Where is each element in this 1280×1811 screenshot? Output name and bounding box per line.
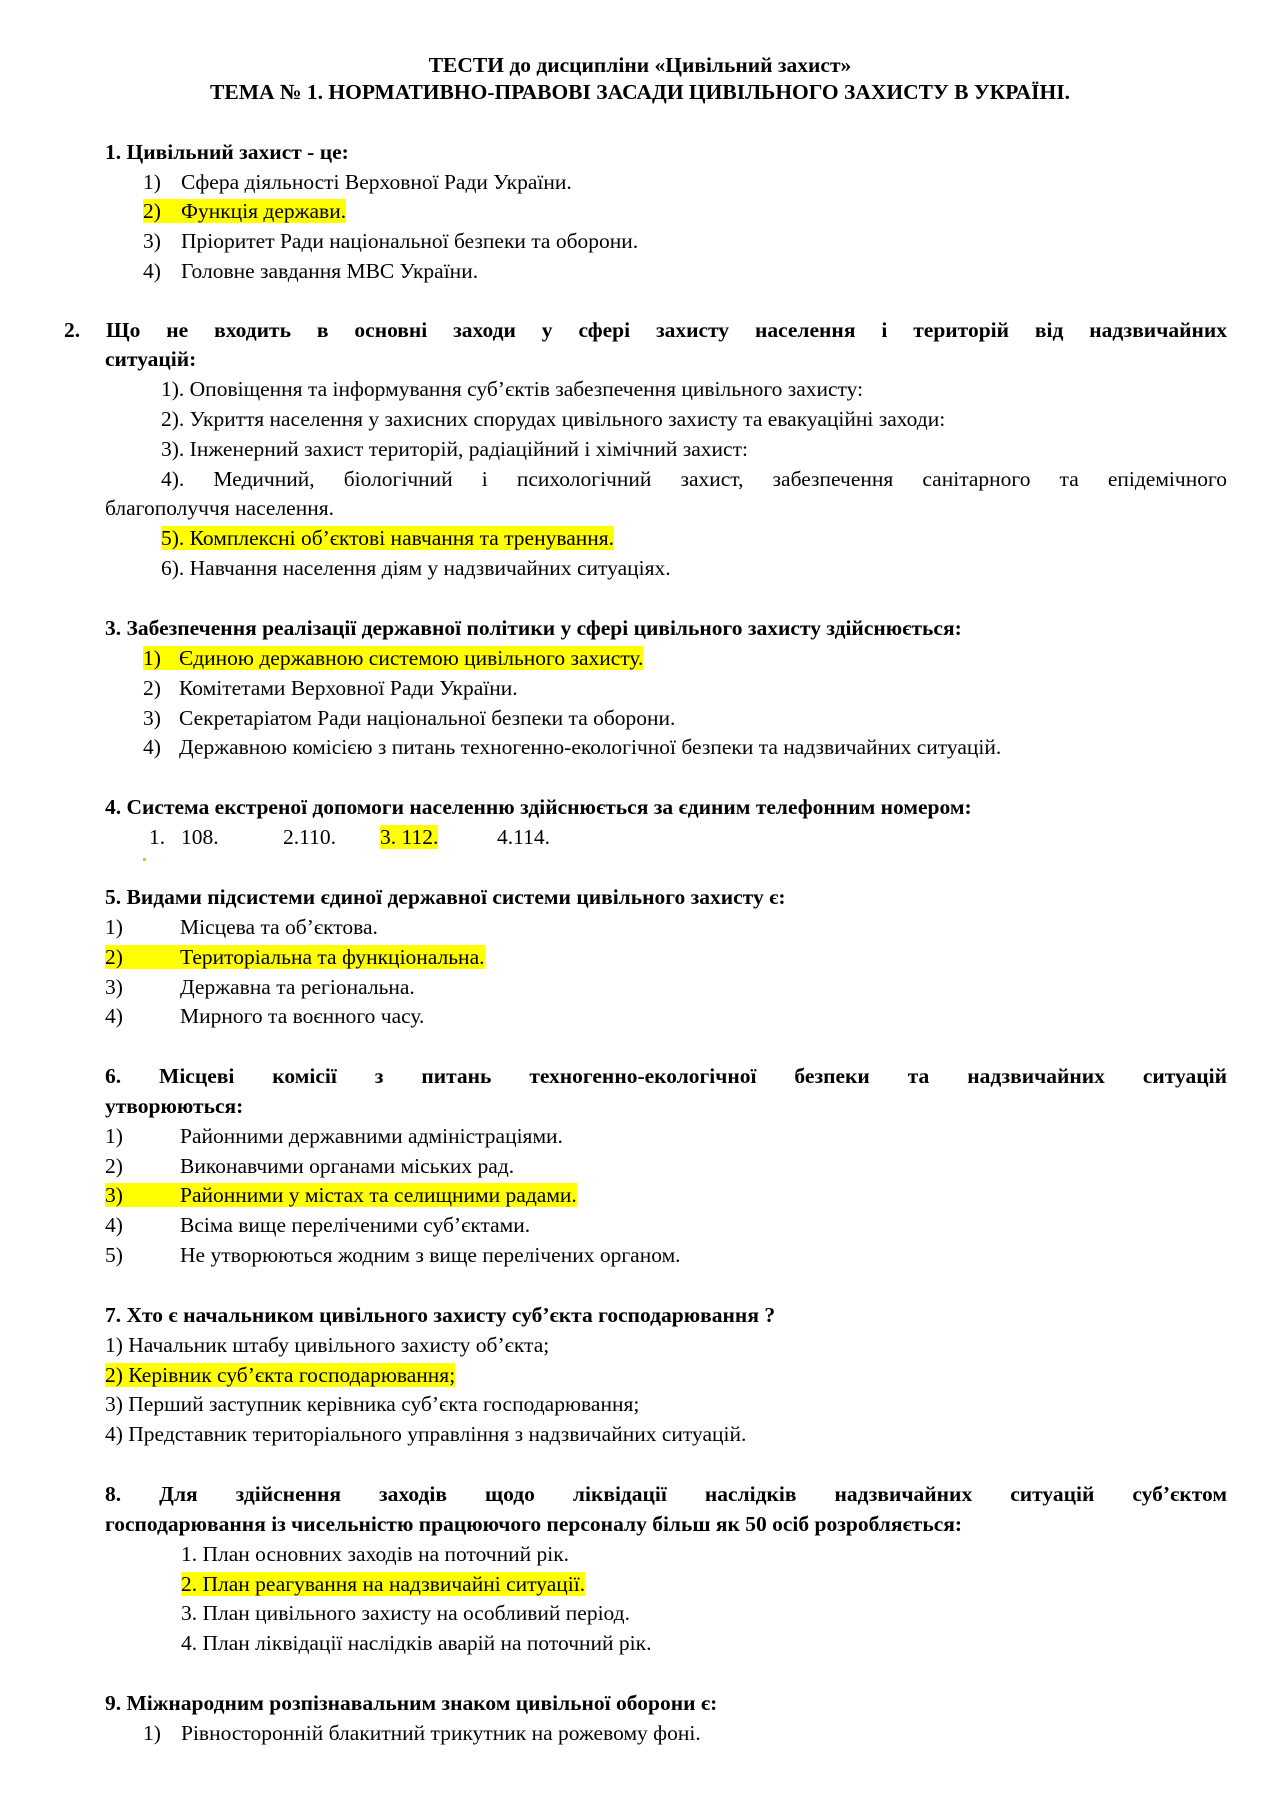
q6-answer-4: 4) Всіма вище переліченими суб’єктами. <box>105 1213 531 1237</box>
q6-answer-1: 1) Районними державними адміністраціями. <box>105 1124 563 1148</box>
question-6-cont: утворюються: <box>105 1094 244 1118</box>
q6-answer-2: 2) Виконавчими органами міських рад. <box>105 1154 515 1178</box>
q8-answer-1: 1. План основних заходів на поточний рік. <box>181 1542 570 1566</box>
q5-answer-4: 4) Мирного та воєнного часу. <box>105 1004 425 1028</box>
q4-answer-4: 4.114. <box>497 825 550 849</box>
q4-answer-1: 108. <box>181 825 219 849</box>
q3-answer-2: 2) Комітетами Верховної Ради України. <box>143 676 518 700</box>
stray-dot <box>143 858 146 861</box>
q3-answer-1: 1) Єдиною державною системою цивільного захисту. <box>143 646 644 670</box>
q7-answer-3: 3) Перший заступник керівника суб’єкта господарювання; <box>105 1392 640 1416</box>
q4-answer-3: 3. 112. <box>380 825 439 849</box>
q8-answer-4: 4. План ліквідації наслідків аварій на поточний рік. <box>181 1631 652 1655</box>
question-5: 5. Видами підсистеми єдиної державної системи цивільного захисту є: <box>105 885 786 909</box>
q2-answer-6: 6). Навчання населення діям у надзвичайних ситуаціях. <box>161 556 671 580</box>
q4-answer-1-num: 1. <box>149 825 166 849</box>
q2-answer-4: 4). Медичний, біологічний і психологічний захист, забезпечення санітарного та епідемічного <box>161 467 1227 491</box>
q5-answer-3: 3) Державна та регіональна. <box>105 975 415 999</box>
q2-answer-1: 1). Оповіщення та інформування суб’єктів забезпечення цивільного захисту: <box>161 377 864 401</box>
q6-answer-5: 5) Не утворюються жодним з вище перелічених органом. <box>105 1243 681 1267</box>
q3-answer-3: 3) Секретаріатом Ради національної безпеки та оборони. <box>143 706 676 730</box>
q1-answer-1: 1) Сфера діяльності Верховної Ради України. <box>143 170 572 194</box>
q1-answer-4: 4) Головне завдання МВС України. <box>143 259 479 283</box>
document-title: ТЕСТИ до дисципліни «Цивільний захист» <box>428 53 852 77</box>
q7-answer-1: 1) Начальник штабу цивільного захисту об’єкта; <box>105 1333 550 1357</box>
question-2-cont: ситуацій: <box>105 347 197 371</box>
q4-answer-2: 2.110. <box>283 825 336 849</box>
question-9: 9. Міжнародним розпізнавальним знаком цивільної оборони є: <box>105 1691 718 1715</box>
q7-answer-2: 2) Керівник суб’єкта господарювання; <box>105 1363 456 1387</box>
question-3: 3. Забезпечення реалізації державної політики у сфері цивільного захисту здійснюється: <box>105 616 962 640</box>
question-1: 1. Цивільний захист - це: <box>105 140 349 164</box>
q8-answer-3: 3. План цивільного захисту на особливий період. <box>181 1601 630 1625</box>
q9-answer-1: 1) Рівносторонній блакитний трикутник на рожевому фоні. <box>143 1721 701 1745</box>
q5-answer-1: 1) Місцева та об’єктова. <box>105 915 378 939</box>
q1-answer-3: 3) Пріоритет Ради національної безпеки та оборони. <box>143 229 639 253</box>
question-2: 2. Що не входить в основні заходи у сфері захисту населення і територій від надзвичайних <box>64 318 1227 342</box>
q2-answer-2: 2). Укриття населення у захисних спорудах цивільного захисту та евакуаційні заходи: <box>161 407 946 431</box>
question-7: 7. Хто є начальником цивільного захисту суб’єкта господарювання ? <box>105 1303 776 1327</box>
question-8-cont: господарювання із чисельністю працюючого персоналу більш як 50 осіб розробляється: <box>105 1512 963 1536</box>
question-4: 4. Система екстреної допомоги населенню здійснюється за єдиним телефонним номером: <box>105 795 972 819</box>
q3-answer-4: 4) Державною комісією з питань техногенно-екологічної безпеки та надзвичайних ситуацій. <box>143 735 1002 759</box>
q8-answer-2: 2. План реагування на надзвичайні ситуації. <box>181 1572 586 1596</box>
q2-answer-4-cont: благополуччя населення. <box>105 496 334 520</box>
q2-answer-3: 3). Інженерний захист територій, радіаційний і хімічний захист: <box>161 437 748 461</box>
q6-answer-3: 3) Районними у містах та селищними радами. <box>105 1183 577 1207</box>
question-8: 8. Для здійснення заходів щодо ліквідації наслідків надзвичайних ситуацій суб’єктом <box>105 1482 1227 1506</box>
theme-heading: ТЕМА № 1. НОРМАТИВНО-ПРАВОВІ ЗАСАДИ ЦИВІЛЬНОГО ЗАХИСТУ В УКРАЇНІ. <box>210 80 1070 104</box>
q1-answer-2: 2) Функція держави. <box>143 199 347 223</box>
q2-answer-5: 5). Комплексні об’єктові навчання та тренування. <box>161 526 615 550</box>
question-6: 6. Місцеві комісії з питань техногенно-екологічної безпеки та надзвичайних ситуацій <box>105 1064 1227 1088</box>
q7-answer-4: 4) Представник територіального управління з надзвичайних ситуацій. <box>105 1422 747 1446</box>
q5-answer-2: 2) Територіальна та функціональна. <box>105 945 485 969</box>
